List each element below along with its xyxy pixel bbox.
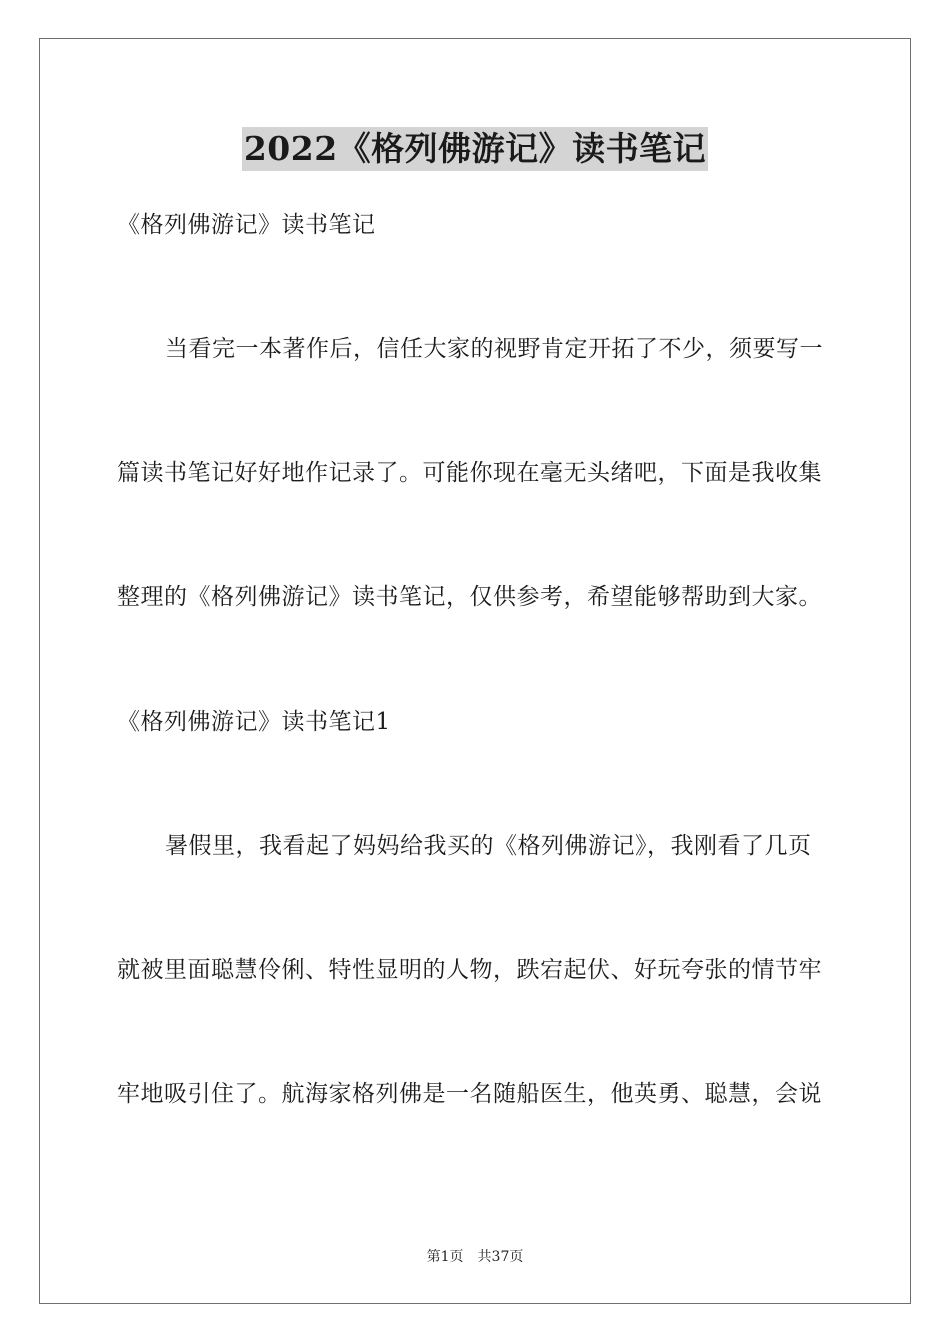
page-total: 共37页 [477, 1249, 524, 1265]
intro-line-2: 篇读书笔记好好地作记录了。可能你现在毫无头绪吧，下面是我收集 [117, 460, 822, 486]
section-line-1: 暑假里，我看起了妈妈给我买的《格列佛游记》，我刚看了几页 [165, 833, 812, 859]
intro-line-3: 整理的《格列佛游记》读书笔记，仅供参考，希望能够帮助到大家。 [117, 584, 822, 610]
document-title: 2022《格列佛游记》读书笔记 [242, 127, 708, 171]
section-heading: 《格列佛游记》读书笔记1 [117, 709, 391, 735]
page-number: 第1页 [426, 1249, 464, 1265]
page-footer [0, 1248, 950, 1266]
section-line-2: 就被里面聪慧伶俐、特性显明的人物，跌宕起伏、好玩夸张的情节牢 [117, 957, 822, 983]
intro-line-1: 当看完一本著作后，信任大家的视野肯定开拓了不少，须要写一 [165, 336, 823, 362]
title-container [0, 127, 950, 171]
document-subtitle: 《格列佛游记》读书笔记 [117, 212, 376, 238]
section-line-3: 牢地吸引住了。航海家格列佛是一名随船医生，他英勇、聪慧，会说 [117, 1081, 822, 1107]
